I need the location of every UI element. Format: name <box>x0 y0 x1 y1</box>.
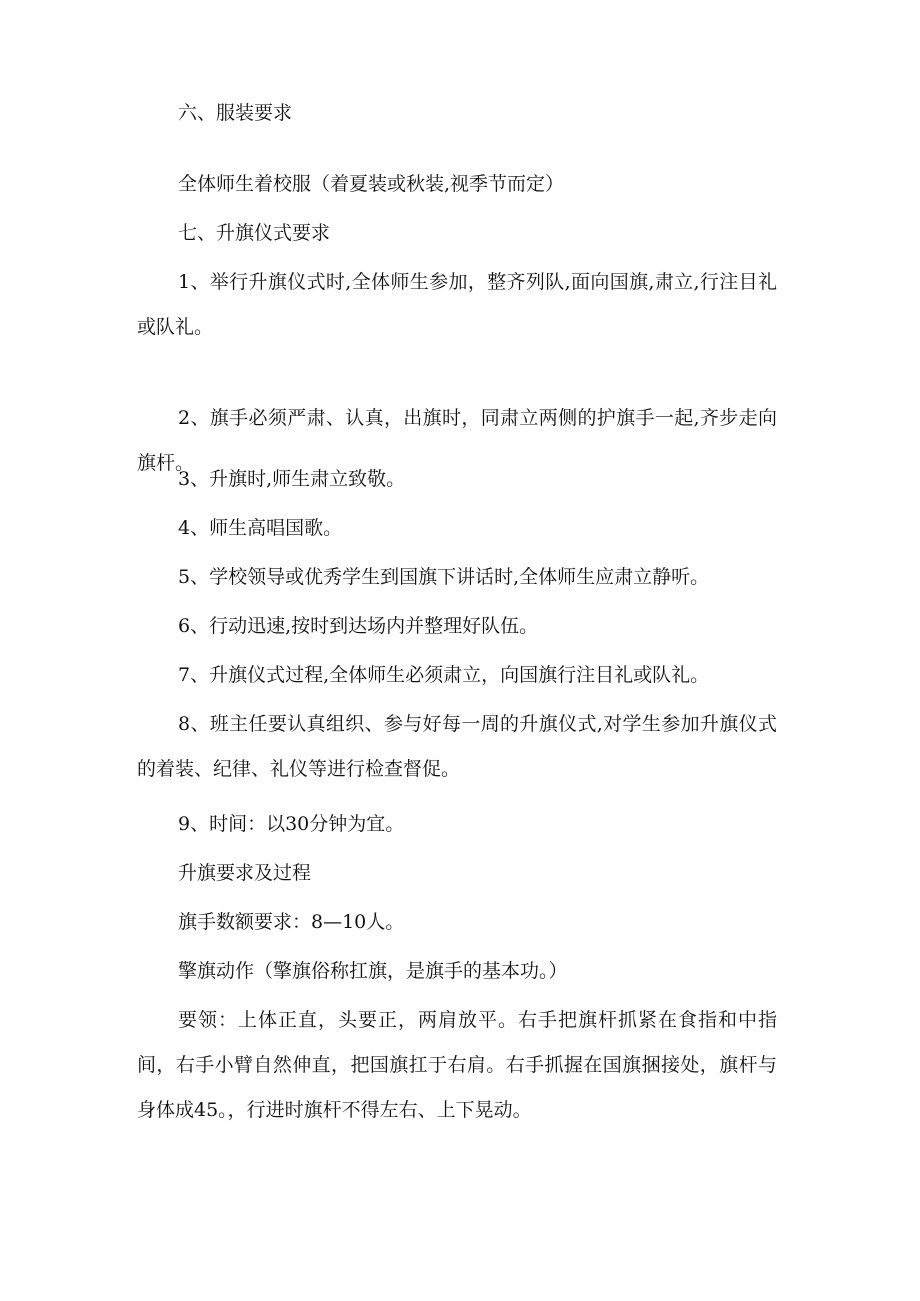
ceremony-item-8: 8、班主任要认真组织、参与好每一周的升旗仪式,对学生参加升旗仪式的着装、纪律、礼仪等进行检查督促。 <box>137 713 777 780</box>
ceremony-item-7: 7、升旗仪式过程,全体师生必须肃立，向国旗行注目礼或队礼。 <box>178 664 710 686</box>
ceremony-item-3: 3、升旗时,师生肃立致敬。 <box>178 468 406 490</box>
dress-requirement-text: 全体师生着校服（着夏装或秋装,视季节而定） <box>178 173 565 195</box>
flag-carrying-action-text: 擎旗动作（擎旗俗称扛旗，是旗手的基本功。） <box>178 960 568 982</box>
ceremony-item-5: 5、学校领导或优秀学生到国旗下讲话时,全体师生应肃立静听。 <box>178 566 710 588</box>
ceremony-item-1: 1、举行升旗仪式时,全体师生参加，整齐列队,面向国旗,肃立,行注目礼或队礼。 <box>137 271 777 338</box>
section-heading-ceremony: 七、升旗仪式要求 <box>178 222 331 244</box>
ceremony-item-6: 6、行动迅速,按时到达场内并整理好队伍。 <box>178 615 539 637</box>
flag-bearer-count-text: 旗手数额要求：8—10人。 <box>178 911 405 933</box>
flag-raising-subheading: 升旗要求及过程 <box>178 862 312 884</box>
flag-carrying-essentials-text: 要领：上体正直，头要正，两肩放平。右手把旗杆抓紧在食指和中指间，右手小臂自然伸直，把国旗扛于右肩。右手抓握在国旗捆接处，旗杆与身体成45。，行进时旗杆不得左右、上下晃动。 <box>137 1009 777 1121</box>
ceremony-item-4: 4、师生高唱国歌。 <box>178 517 343 539</box>
ceremony-item-2: 2、旗手必须严肃、认真，出旗时，同肃立两侧的护旗手一起,齐步走向旗杆。 <box>137 407 777 474</box>
section-heading-dress: 六、服装要求 <box>178 102 293 124</box>
ceremony-item-9: 9、时间：以30分钟为宜。 <box>178 813 405 835</box>
